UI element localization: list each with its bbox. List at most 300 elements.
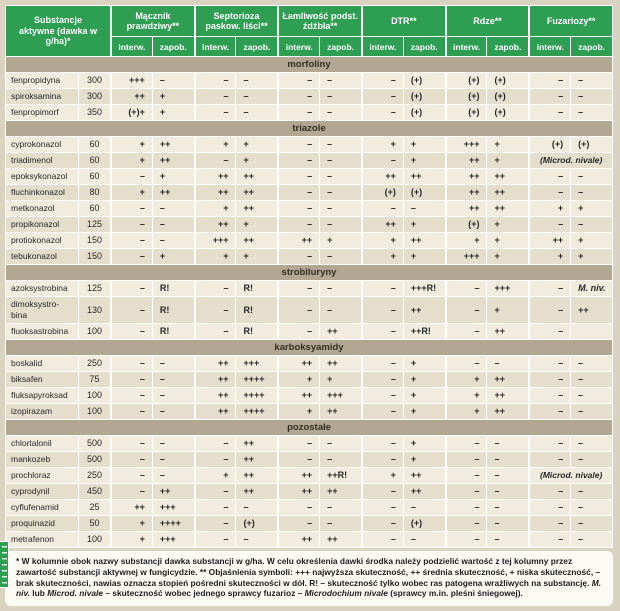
efficacy-cell: – [528, 452, 570, 467]
efficacy-cell: – [528, 484, 570, 499]
group-header-lamliwosc: Łamliwość podst. źdźbła** [277, 6, 361, 37]
table-row-fenpropidyna [6, 72, 612, 88]
efficacy-cell: +++ [486, 281, 528, 296]
efficacy-cell: – [194, 324, 236, 339]
footnote-latin-name: Microdochium nivale [304, 588, 388, 599]
table-row-boskalid [6, 355, 612, 371]
dose-value: 25 [78, 500, 110, 515]
efficacy-cell: (+) [445, 73, 487, 88]
efficacy-cell: – [528, 297, 570, 323]
table-row-cyflufenamid [6, 499, 612, 515]
dose-value: 60 [78, 201, 110, 216]
efficacy-cell: +++ [110, 73, 152, 88]
fungicide-efficacy-table [5, 5, 613, 548]
efficacy-cell: – [319, 185, 361, 200]
efficacy-cell: ++ [194, 372, 236, 387]
efficacy-cell: +++R! [403, 281, 445, 296]
efficacy-cell: – [194, 516, 236, 531]
efficacy-cell: (+) [486, 105, 528, 120]
efficacy-cell: – [235, 500, 277, 515]
dose-value: 125 [78, 217, 110, 232]
efficacy-cell: – [110, 356, 152, 371]
efficacy-cell: (+) [235, 516, 277, 531]
subheader-zapob: zapob. [570, 37, 612, 56]
efficacy-cell: (+) [486, 73, 528, 88]
efficacy-cell: ++ [194, 185, 236, 200]
substance-name: biksafen [11, 374, 43, 384]
efficacy-cell: – [110, 281, 152, 296]
efficacy-cell: – [361, 356, 403, 371]
efficacy-cell: – [152, 452, 194, 467]
efficacy-cell: – [277, 297, 319, 323]
efficacy-cell: ++ [361, 169, 403, 184]
efficacy-cell: – [277, 169, 319, 184]
efficacy-cell: – [445, 500, 487, 515]
efficacy-cell: R! [235, 324, 277, 339]
efficacy-cell: – [486, 484, 528, 499]
efficacy-cell: ++++ [235, 388, 277, 403]
efficacy-cell: – [152, 233, 194, 248]
efficacy-cell: ++ [319, 484, 361, 499]
efficacy-cell: ++ [235, 169, 277, 184]
table-row-fenpropimorf [6, 104, 612, 120]
substance-name: boskalid [11, 358, 43, 368]
subheader-interw: interw. [277, 37, 319, 56]
efficacy-cell: – [152, 372, 194, 387]
efficacy-cell: – [319, 137, 361, 152]
subheader-zapob: zapob. [235, 37, 277, 56]
efficacy-cell: – [361, 89, 403, 104]
efficacy-cell: + [486, 217, 528, 232]
efficacy-cell: + [570, 233, 612, 248]
efficacy-cell: – [152, 468, 194, 483]
efficacy-cell: – [361, 404, 403, 419]
efficacy-cell: R! [235, 281, 277, 296]
efficacy-cell: ++ [403, 233, 445, 248]
efficacy-cell: – [445, 516, 487, 531]
efficacy-cell: – [110, 404, 152, 419]
efficacy-cell: – [361, 532, 403, 547]
efficacy-cell: – [486, 356, 528, 371]
efficacy-cell: – [277, 153, 319, 168]
efficacy-cell: + [194, 201, 236, 216]
efficacy-cell: (+) [486, 89, 528, 104]
efficacy-cell: – [152, 436, 194, 451]
efficacy-cell: – [235, 89, 277, 104]
efficacy-cell: – [403, 500, 445, 515]
efficacy-cell: – [152, 388, 194, 403]
substance-name: cyprodynil [11, 486, 50, 496]
efficacy-cell: – [110, 169, 152, 184]
substance-name: prochloraz [11, 470, 51, 480]
efficacy-cell: – [570, 217, 612, 232]
efficacy-cell: – [319, 297, 361, 323]
efficacy-cell: – [486, 500, 528, 515]
efficacy-cell: – [528, 500, 570, 515]
table-row-proquinazid [6, 515, 612, 531]
efficacy-cell: ++ [403, 468, 445, 483]
efficacy-cell: – [277, 137, 319, 152]
efficacy-cell: + [277, 404, 319, 419]
section-band-karboksyamidy: karboksyamidy [6, 339, 612, 355]
efficacy-cell: +++ [445, 249, 487, 264]
efficacy-cell: ++ [486, 404, 528, 419]
dose-value: 250 [78, 468, 110, 483]
efficacy-cell: – [570, 169, 612, 184]
efficacy-cell: + [152, 169, 194, 184]
efficacy-cell: – [570, 89, 612, 104]
substance-name: epoksykonazol [11, 171, 68, 181]
efficacy-cell: ++ [110, 89, 152, 104]
efficacy-cell: – [361, 324, 403, 339]
efficacy-cell: – [277, 324, 319, 339]
efficacy-cell: – [528, 281, 570, 296]
efficacy-cell: + [361, 249, 403, 264]
dose-value: 100 [78, 532, 110, 547]
efficacy-cell-merged: (Microd. nivale) [528, 153, 612, 168]
dose-value: 80 [78, 185, 110, 200]
dose-value: 250 [78, 356, 110, 371]
efficacy-cell: – [319, 217, 361, 232]
substance-name: mankozeb [11, 454, 51, 464]
efficacy-cell: ++ [403, 484, 445, 499]
efficacy-cell: – [361, 436, 403, 451]
table-row-spiroksamina [6, 88, 612, 104]
efficacy-cell: – [194, 297, 236, 323]
efficacy-cell: + [277, 372, 319, 387]
efficacy-cell: – [319, 169, 361, 184]
efficacy-cell: – [194, 452, 236, 467]
table-row-fluksapyroksad [6, 387, 612, 403]
efficacy-cell: ++ [277, 388, 319, 403]
efficacy-cell: ++ [319, 324, 361, 339]
dose-value: 300 [78, 73, 110, 88]
efficacy-cell: ++ [277, 532, 319, 547]
group-header-rdze: Rdze** [445, 6, 529, 37]
substance-name: tebukonazol [11, 251, 57, 261]
efficacy-cell: – [110, 233, 152, 248]
efficacy-cell: – [194, 153, 236, 168]
dose-value: 130 [78, 297, 110, 323]
efficacy-cell: – [110, 249, 152, 264]
efficacy-cell: + [486, 233, 528, 248]
dose-value: 300 [78, 89, 110, 104]
subheader-interw: interw. [528, 37, 570, 56]
efficacy-cell: + [403, 436, 445, 451]
efficacy-cell: (+) [570, 137, 612, 152]
table-row-prochloraz [6, 467, 612, 483]
efficacy-cell: – [445, 484, 487, 499]
dose-value: 150 [78, 249, 110, 264]
efficacy-cell: – [361, 297, 403, 323]
efficacy-cell: – [319, 516, 361, 531]
efficacy-cell: + [445, 233, 487, 248]
substance-name: metkonazol [11, 203, 55, 213]
efficacy-cell: + [403, 404, 445, 419]
table-row-biksafen [6, 371, 612, 387]
efficacy-cell: – [194, 281, 236, 296]
substance-name: azoksystrobina [11, 283, 68, 293]
efficacy-cell: + [486, 297, 528, 323]
efficacy-cell: ++ [235, 468, 277, 483]
efficacy-cell: – [486, 516, 528, 531]
efficacy-cell: ++ [486, 185, 528, 200]
efficacy-cell: ++ [235, 436, 277, 451]
efficacy-cell: – [570, 356, 612, 371]
efficacy-cell: ++ [570, 297, 612, 323]
table-row-dimoksystro-bina [6, 296, 612, 323]
efficacy-cell: + [235, 153, 277, 168]
efficacy-cell: – [194, 532, 236, 547]
efficacy-cell: – [361, 516, 403, 531]
table-body [6, 56, 612, 547]
efficacy-cell: – [528, 372, 570, 387]
efficacy-cell: + [110, 532, 152, 547]
efficacy-cell: – [570, 388, 612, 403]
efficacy-cell: ++ [486, 324, 528, 339]
magazine-logo-ribbon [0, 541, 9, 588]
efficacy-cell: +++ [152, 500, 194, 515]
efficacy-cell: + [403, 153, 445, 168]
efficacy-cell: – [194, 73, 236, 88]
dose-value: 60 [78, 137, 110, 152]
efficacy-cell: ++ [277, 484, 319, 499]
efficacy-cell: + [110, 185, 152, 200]
table-row-cyprodynil [6, 483, 612, 499]
efficacy-cell: – [528, 169, 570, 184]
efficacy-cell: – [319, 73, 361, 88]
table-row-izopirazam [6, 403, 612, 419]
efficacy-cell: – [110, 388, 152, 403]
subheader-zapob: zapob. [403, 37, 445, 56]
efficacy-cell: – [152, 356, 194, 371]
group-header-septorioza: Septorioza paskow. liści** [194, 6, 278, 37]
efficacy-cell: ++ [319, 532, 361, 547]
efficacy-cell: ++ [486, 372, 528, 387]
efficacy-cell: (+) [445, 105, 487, 120]
efficacy-cell: + [194, 137, 236, 152]
efficacy-cell: + [194, 468, 236, 483]
efficacy-cell: – [361, 73, 403, 88]
efficacy-cell: ++ [235, 185, 277, 200]
efficacy-cell: ++ [194, 404, 236, 419]
efficacy-cell: – [528, 356, 570, 371]
dose-value: 100 [78, 388, 110, 403]
substance-name: dimoksystro-bina [11, 299, 60, 320]
efficacy-cell: – [486, 468, 528, 483]
efficacy-cell: – [570, 185, 612, 200]
substance-name: fenpropidyna [11, 75, 61, 85]
efficacy-cell: + [403, 137, 445, 152]
dose-value: 150 [78, 233, 110, 248]
substance-name: metrafenon [11, 534, 54, 544]
dose-value: 60 [78, 153, 110, 168]
efficacy-cell: ++ [319, 356, 361, 371]
table-row-mankozeb [6, 451, 612, 467]
substance-name: cyprokonazol [11, 139, 62, 149]
efficacy-cell: – [445, 297, 487, 323]
efficacy-cell: – [110, 324, 152, 339]
substance-name: triadimenol [11, 155, 53, 165]
group-header-dtr: DTR** [361, 6, 445, 37]
efficacy-cell: – [445, 324, 487, 339]
efficacy-cell: – [528, 217, 570, 232]
efficacy-cell: – [570, 404, 612, 419]
footnote-latin-name: Microd. nivale [47, 588, 104, 599]
efficacy-cell: – [319, 500, 361, 515]
efficacy-cell: – [361, 372, 403, 387]
efficacy-cell: – [570, 500, 612, 515]
efficacy-cell: – [194, 500, 236, 515]
efficacy-cell: + [445, 388, 487, 403]
efficacy-cell: – [486, 436, 528, 451]
efficacy-cell: – [528, 185, 570, 200]
substance-name: proquinazid [11, 518, 55, 528]
efficacy-cell: – [277, 500, 319, 515]
efficacy-cell: – [570, 532, 612, 547]
efficacy-cell: R! [152, 324, 194, 339]
efficacy-cell: – [361, 500, 403, 515]
efficacy-cell: + [486, 137, 528, 152]
efficacy-cell: – [194, 105, 236, 120]
efficacy-cell: ++ [235, 484, 277, 499]
efficacy-cell: ++ [110, 500, 152, 515]
subheader-interw: interw. [445, 37, 487, 56]
efficacy-cell: – [361, 281, 403, 296]
efficacy-cell: – [277, 217, 319, 232]
efficacy-cell: ++ [319, 404, 361, 419]
efficacy-cell: – [570, 372, 612, 387]
efficacy-cell: (+) [528, 137, 570, 152]
efficacy-cell: ++ [361, 217, 403, 232]
efficacy-cell: +++ [235, 356, 277, 371]
efficacy-cell: – [528, 324, 570, 339]
efficacy-cell: – [277, 73, 319, 88]
efficacy-cell: ++++ [235, 404, 277, 419]
efficacy-cell: + [403, 452, 445, 467]
efficacy-cell: – [445, 356, 487, 371]
efficacy-cell: + [403, 372, 445, 387]
efficacy-cell: – [528, 436, 570, 451]
efficacy-cell: – [361, 452, 403, 467]
efficacy-cell: – [361, 105, 403, 120]
efficacy-cell: + [319, 372, 361, 387]
subheader-interw: interw. [110, 37, 152, 56]
efficacy-cell: ++ [528, 233, 570, 248]
dose-value: 500 [78, 436, 110, 451]
table-row-azoksystrobina [6, 280, 612, 296]
efficacy-cell: (+) [403, 105, 445, 120]
efficacy-cell: – [570, 516, 612, 531]
efficacy-cell: (+) [403, 185, 445, 200]
efficacy-cell: – [235, 73, 277, 88]
substance-name: cyflufenamid [11, 502, 59, 512]
section-band-pozosta-e: pozostałe [6, 419, 612, 435]
footnote-segment: (sprawcy m.in. pleśni śniegowej). [387, 588, 523, 599]
efficacy-cell: – [319, 153, 361, 168]
efficacy-cell: + [110, 516, 152, 531]
efficacy-cell: + [361, 233, 403, 248]
efficacy-cell: ++ [235, 233, 277, 248]
efficacy-cell: (+) [445, 89, 487, 104]
dose-value: 350 [78, 105, 110, 120]
efficacy-cell: ++ [486, 169, 528, 184]
footnote-text [5, 551, 613, 606]
efficacy-cell: ++ [445, 153, 487, 168]
efficacy-cell: – [319, 89, 361, 104]
efficacy-cell: – [277, 105, 319, 120]
efficacy-cell: – [403, 201, 445, 216]
efficacy-cell: + [403, 356, 445, 371]
efficacy-cell-merged: (Microd. nivale) [528, 468, 612, 483]
efficacy-cell: – [486, 452, 528, 467]
efficacy-cell: ++ [235, 201, 277, 216]
efficacy-cell: – [445, 468, 487, 483]
efficacy-cell: – [445, 452, 487, 467]
subheader-interw: interw. [194, 37, 236, 56]
efficacy-cell: + [361, 137, 403, 152]
efficacy-cell: – [570, 105, 612, 120]
efficacy-cell: – [277, 201, 319, 216]
efficacy-cell: + [361, 468, 403, 483]
efficacy-cell: + [486, 153, 528, 168]
efficacy-cell: + [235, 137, 277, 152]
efficacy-cell: ++ [194, 217, 236, 232]
efficacy-cell: – [110, 452, 152, 467]
efficacy-cell: – [528, 532, 570, 547]
table-row-epoksykonazol [6, 168, 612, 184]
efficacy-cell: + [152, 105, 194, 120]
efficacy-cell: ++ [194, 388, 236, 403]
dose-value: 75 [78, 372, 110, 387]
efficacy-cell: +++ [194, 233, 236, 248]
efficacy-cell: – [403, 532, 445, 547]
efficacy-cell: + [570, 201, 612, 216]
table-row-tebukonazol [6, 248, 612, 264]
efficacy-cell: (+) [445, 217, 487, 232]
footnote-latin-name: M. niv. [16, 577, 602, 599]
dose-value: 125 [78, 281, 110, 296]
subheader-zapob: zapob. [486, 37, 528, 56]
substance-name: spiroksamina [11, 91, 62, 101]
efficacy-cell: + [445, 372, 487, 387]
efficacy-cell: + [570, 249, 612, 264]
efficacy-cell: – [152, 73, 194, 88]
efficacy-cell: ++ [403, 297, 445, 323]
efficacy-cell: – [319, 201, 361, 216]
table-row-metrafenon [6, 531, 612, 547]
dose-value: 450 [78, 484, 110, 499]
efficacy-cell: + [403, 249, 445, 264]
subheader-zapob: zapob. [152, 37, 194, 56]
efficacy-cell: – [110, 297, 152, 323]
efficacy-cell: – [110, 372, 152, 387]
efficacy-cell: + [235, 217, 277, 232]
efficacy-cell: – [528, 89, 570, 104]
subheader-zapob: zapob. [319, 37, 361, 56]
dose-value: 60 [78, 169, 110, 184]
efficacy-cell: – [194, 436, 236, 451]
dose-value: 100 [78, 324, 110, 339]
efficacy-cell: ++R! [319, 468, 361, 483]
efficacy-cell: – [361, 388, 403, 403]
efficacy-cell: + [194, 249, 236, 264]
efficacy-cell: + [403, 217, 445, 232]
footnote-segment: * W kolumnie obok nazwy substancji dawka substancji w g/ha. W celu określenia dawki środka należy podzielić wartość z tej kolumny przez zawartość substancji aktywnej w fungicydzie. ** Objaśnienia symboli: +++ najwyższa skuteczność, ++ średnia skuteczność, + niska skuteczność, – brak skuteczności, nawias oznacza stopień pośredni skuteczności w dół. R! – skuteczność tylko wobec ras patogena wrażliwych na substancję. [16, 556, 601, 588]
efficacy-cell: ++ [194, 169, 236, 184]
efficacy-cell: – [194, 89, 236, 104]
efficacy-cell: – [319, 105, 361, 120]
